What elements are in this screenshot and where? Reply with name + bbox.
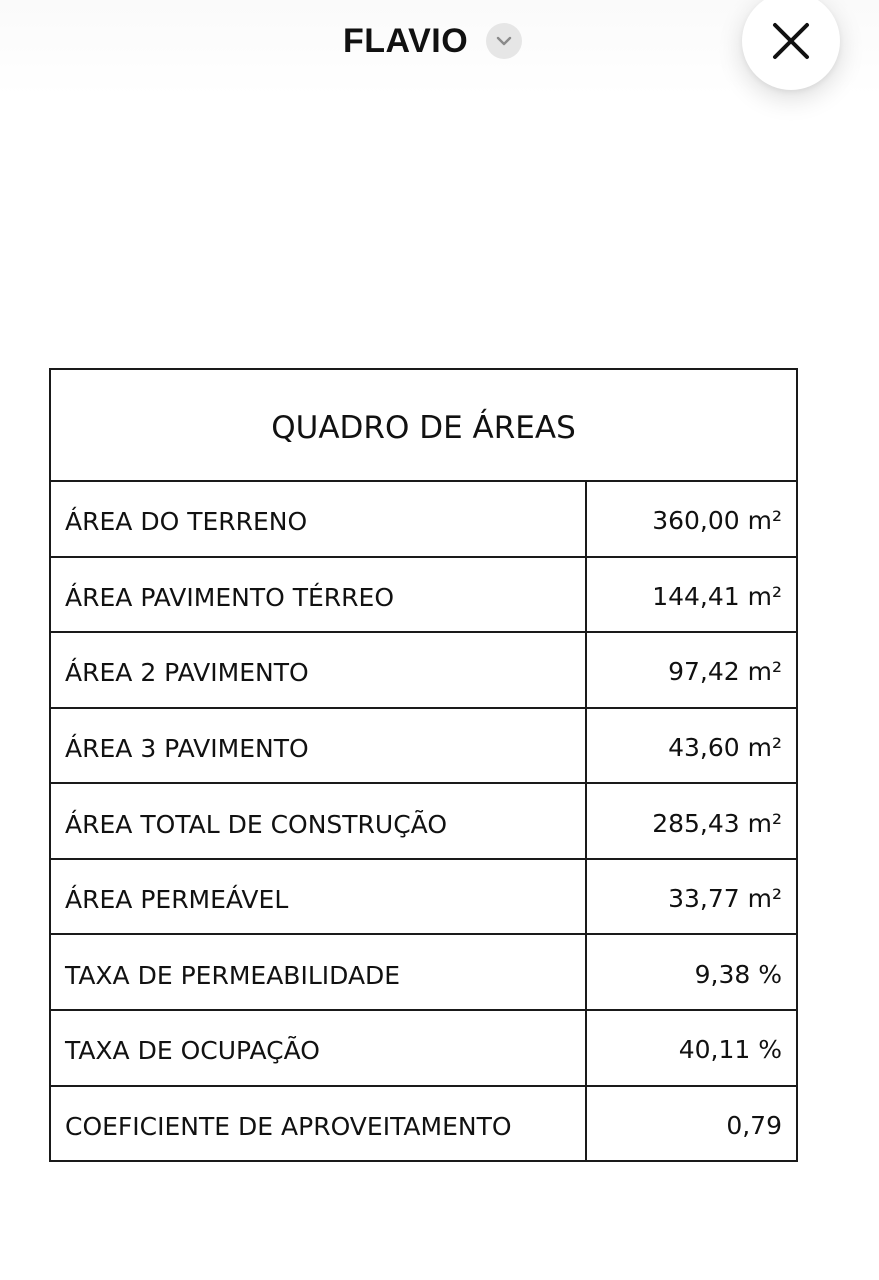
areas-table <box>49 368 798 1162</box>
table-row <box>51 935 796 1011</box>
row-value: 285,43 m² <box>652 808 782 838</box>
close-button[interactable] <box>742 0 840 90</box>
chevron-down-icon <box>495 35 513 47</box>
table-row <box>51 860 796 936</box>
row-label: ÁREA TOTAL DE CONSTRUÇÃO <box>51 784 587 858</box>
chevron-down-button[interactable] <box>486 23 522 59</box>
row-value: 144,41 m² <box>652 581 782 611</box>
table-row <box>51 558 796 634</box>
close-icon <box>771 21 811 61</box>
row-label: TAXA DE OCUPAÇÃO <box>51 1011 587 1085</box>
sender-selector[interactable] <box>343 18 522 64</box>
row-label: ÁREA 3 PAVIMENTO <box>51 709 587 783</box>
table-row <box>51 709 796 785</box>
table-title: QUADRO DE ÁREAS <box>51 370 796 482</box>
table-row <box>51 1011 796 1087</box>
sender-name[interactable]: FLAVIO <box>343 21 469 60</box>
row-label: TAXA DE PERMEABILIDADE <box>51 935 587 1009</box>
row-value: 40,11 % <box>678 1035 782 1065</box>
row-value: 33,77 m² <box>668 884 782 914</box>
row-label: ÁREA 2 PAVIMENTO <box>51 633 587 707</box>
row-label: ÁREA PAVIMENTO TÉRREO <box>51 558 587 632</box>
table-row <box>51 784 796 860</box>
row-value: 0,79 <box>726 1110 782 1140</box>
row-value: 9,38 % <box>694 959 782 989</box>
row-label: ÁREA PERMEÁVEL <box>51 860 587 934</box>
table-row <box>51 482 796 558</box>
viewer-header <box>0 0 879 96</box>
table-row <box>51 1087 796 1161</box>
row-value: 97,42 m² <box>668 657 782 687</box>
row-label: ÁREA DO TERRENO <box>51 482 587 556</box>
row-value: 43,60 m² <box>668 732 782 762</box>
table-row <box>51 633 796 709</box>
row-label: COEFICIENTE DE APROVEITAMENTO <box>51 1087 587 1161</box>
table-body <box>51 482 796 1160</box>
row-value: 360,00 m² <box>652 506 782 536</box>
